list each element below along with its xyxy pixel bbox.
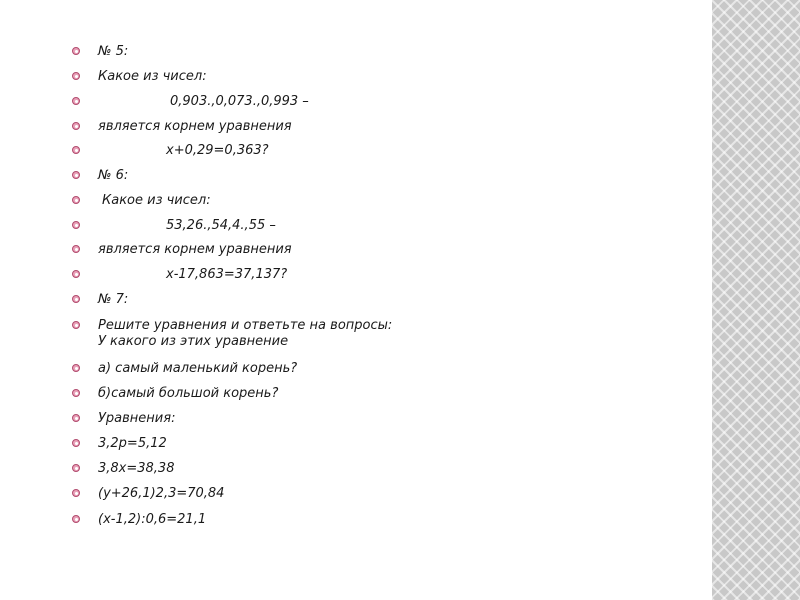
bullet-icon — [72, 122, 80, 130]
bullet-icon — [72, 47, 80, 55]
bullet-icon — [72, 196, 80, 204]
decorative-side-panel — [712, 0, 800, 600]
bullet-icon — [72, 270, 80, 278]
bullet-icon — [72, 295, 80, 303]
list-item-text: а) самый маленький корень? — [98, 361, 298, 376]
bullet-icon — [72, 97, 80, 105]
bullet-icon — [72, 515, 80, 523]
list-item-text: № 6: — [98, 168, 129, 183]
list-item-text: x+0,29=0,363? — [166, 143, 269, 158]
bullet-icon — [72, 389, 80, 397]
list-item-text-line-2: У какого из этих уравнение — [98, 334, 289, 349]
bullet-icon — [72, 414, 80, 422]
bullet-icon — [72, 72, 80, 80]
list-item-text: является корнем уравнения — [98, 119, 292, 134]
list-item-text: Какое из чисел: — [102, 193, 211, 208]
bullet-icon — [72, 489, 80, 497]
bullet-icon — [72, 221, 80, 229]
bullet-icon — [72, 439, 80, 447]
list-item-text: б)самый большой корень? — [98, 386, 279, 401]
list-item-text: № 7: — [98, 292, 129, 307]
list-item-text: Какое из чисел: — [98, 69, 207, 84]
list-item-text: 0,903.,0,073.,0,993 – — [170, 94, 309, 109]
list-item-text: x-17,863=37,137? — [166, 267, 288, 282]
list-item-text — [98, 318, 392, 350]
bullet-icon — [72, 321, 80, 329]
bullet-icon — [72, 464, 80, 472]
bullet-icon — [72, 364, 80, 372]
bullet-icon — [72, 146, 80, 154]
bullet-icon — [72, 171, 80, 179]
list-item-text: является корнем уравнения — [98, 242, 292, 257]
list-item-text: 3,2р=5,12 — [98, 436, 167, 451]
list-item-text: (у+26,1)2,3=70,84 — [98, 486, 225, 501]
bullet-icon — [72, 245, 80, 253]
list-item-text: (x-1,2):0,6=21,1 — [98, 512, 207, 527]
list-item-text: 3,8x=38,38 — [98, 461, 175, 476]
list-item-text-line-1: Решите уравнения и ответьте на вопросы: — [98, 318, 393, 333]
list-item-text: 53,26.,54,4.,55 – — [166, 218, 276, 233]
list-item-text: № 5: — [98, 44, 129, 59]
list-item-text: Уравнения: — [98, 411, 176, 426]
